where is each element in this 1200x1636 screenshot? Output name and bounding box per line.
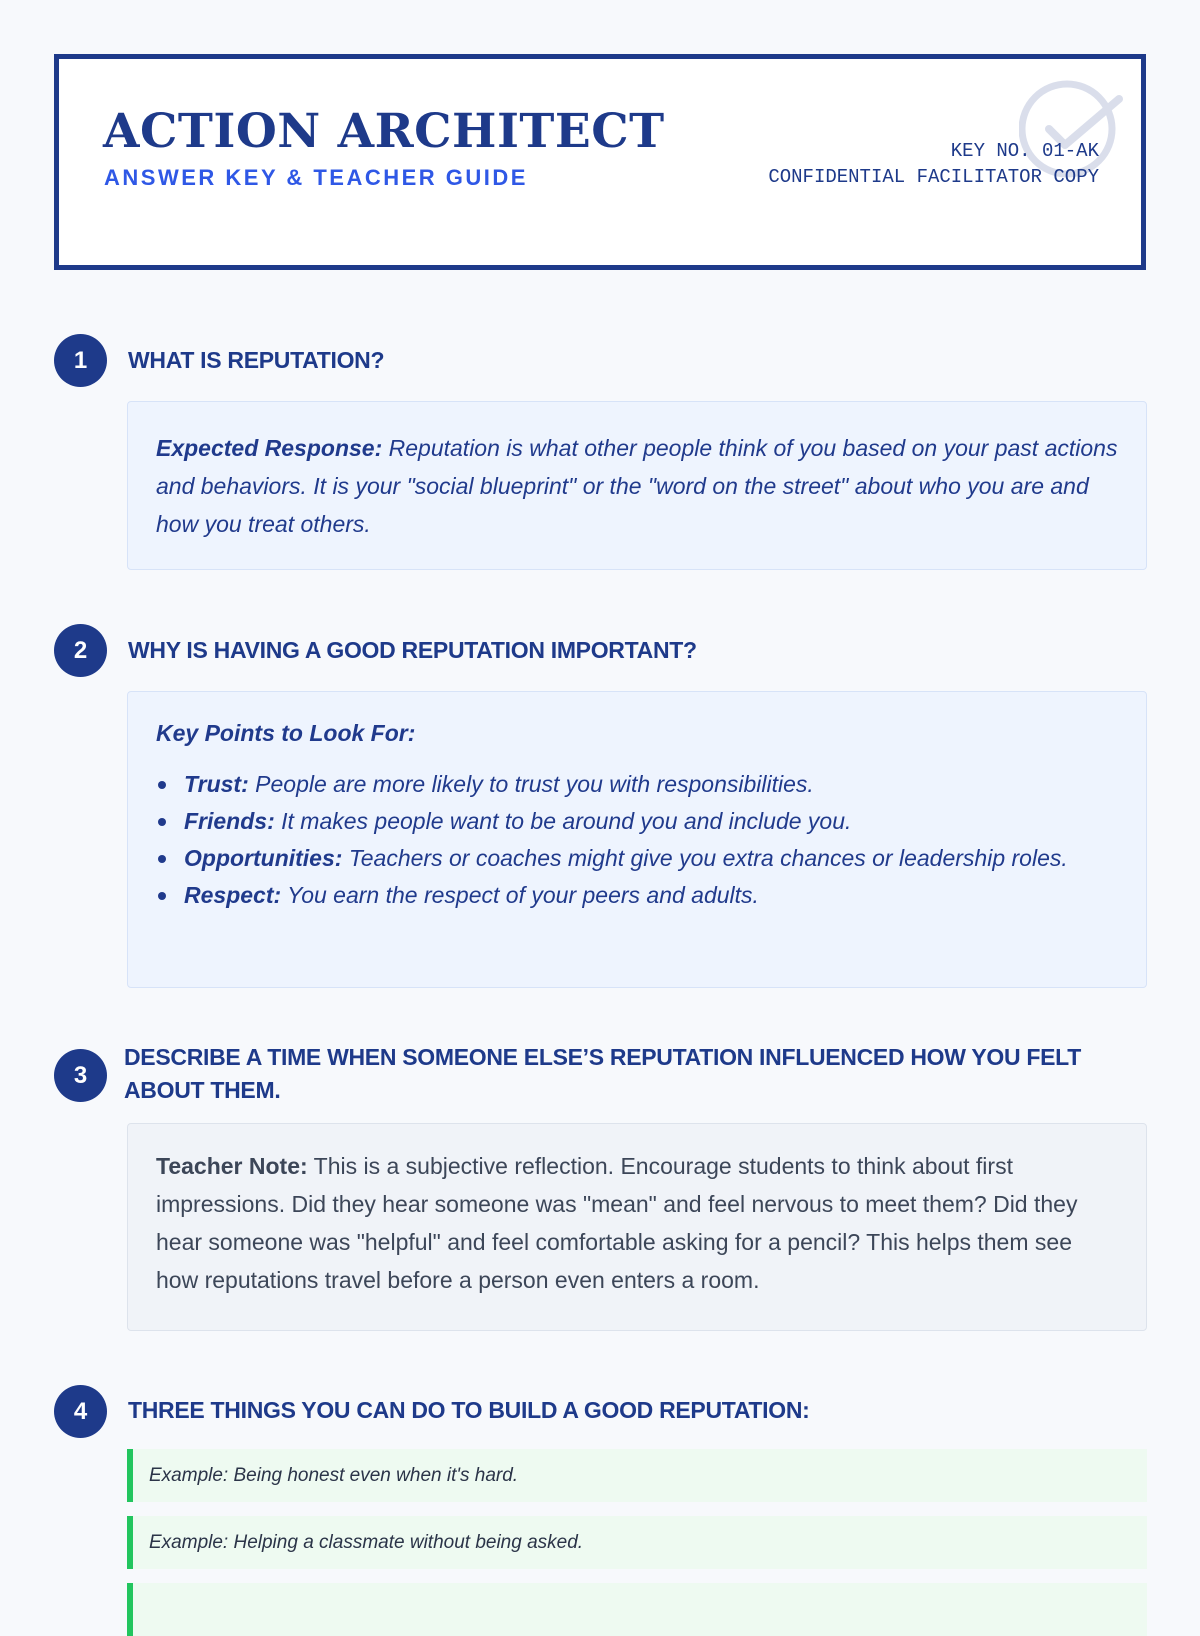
teacher-note-box (127, 1123, 1147, 1331)
question-title: DESCRIBE A TIME WHEN SOMEONE ELSE’S REPUTATION INFLUENCED HOW YOU FELT ABOUT THEM. (124, 1044, 1081, 1103)
question-number-badge: 3 (54, 1049, 107, 1102)
example-row-empty (127, 1583, 1147, 1636)
point-label: Trust: (184, 771, 249, 797)
example-row: Example: Helping a classmate without being asked. (127, 1516, 1147, 1569)
key-points-label: Key Points to Look For: (156, 720, 416, 746)
page-subtitle: ANSWER KEY & TEACHER GUIDE (104, 165, 528, 190)
question-number-badge: 2 (54, 624, 107, 677)
key-points-list (156, 766, 1118, 914)
question-title: WHY IS HAVING A GOOD REPUTATION IMPORTANT? (128, 637, 697, 663)
point-label: Respect: (184, 882, 282, 908)
note-label: Teacher Note: (156, 1153, 308, 1179)
question-title: WHAT IS REPUTATION? (128, 347, 385, 373)
key-number: KEY NO. 01-AK (950, 140, 1099, 162)
page-title: ACTION ARCHITECT (103, 104, 665, 159)
confidential-label: CONFIDENTIAL FACILITATOR COPY (768, 166, 1099, 188)
list-item (156, 803, 1118, 840)
point-label: Friends: (184, 808, 275, 834)
answer-text: Reputation is what other people think of you based on your past actions and behaviors. It is your "social blueprint" or the "word on the street" about who you are and how you treat others. (156, 435, 1118, 537)
header-card (54, 54, 1146, 270)
key-points-box (127, 691, 1147, 988)
question-number-badge: 1 (54, 334, 107, 387)
answer-label: Expected Response: (156, 435, 383, 461)
note-text: This is a subjective reflection. Encourage students to think about first impressions. Did they hear someone was "mean" and feel nervous to meet them? Did they hear someone was "helpful" and feel comfortable asking for a pencil? This helps them see how reputations travel before a person even enters a room. (156, 1153, 1078, 1293)
question-title: THREE THINGS YOU CAN DO TO BUILD A GOOD REPUTATION: (128, 1397, 810, 1423)
point-text: People are more likely to trust you with responsibilities. (255, 771, 814, 797)
point-label: Opportunities: (184, 845, 343, 871)
expected-response-box (127, 401, 1147, 570)
example-row: Example: Being honest even when it's hard. (127, 1449, 1147, 1502)
question-number-badge: 4 (54, 1385, 107, 1438)
point-text: You earn the respect of your peers and adults. (287, 882, 759, 908)
list-item (156, 766, 1118, 803)
point-text: Teachers or coaches might give you extra chances or leadership roles. (348, 845, 1068, 871)
list-item (156, 877, 1118, 914)
list-item (156, 840, 1118, 877)
point-text: It makes people want to be around you and include you. (281, 808, 852, 834)
